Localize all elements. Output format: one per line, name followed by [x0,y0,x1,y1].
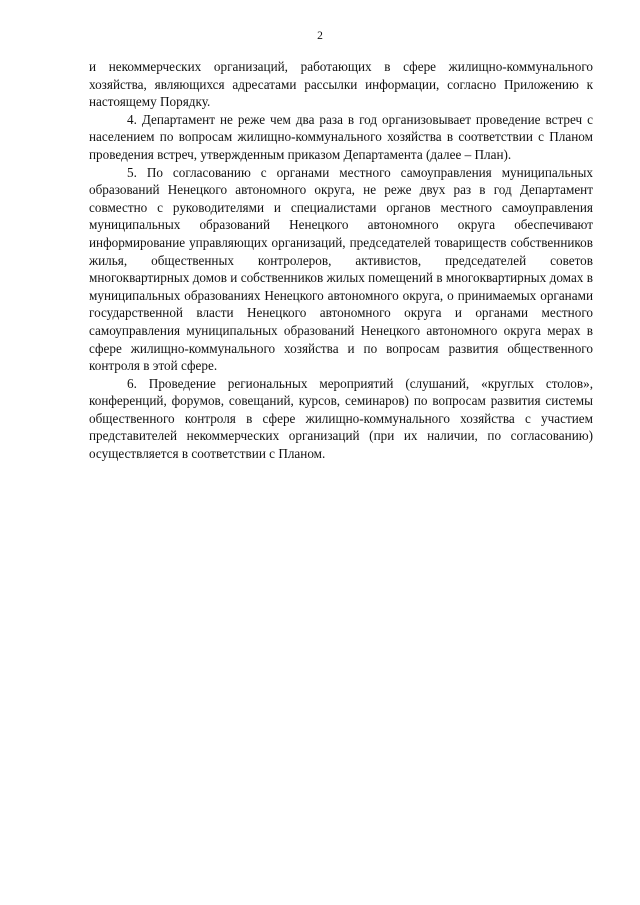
page-number: 2 [317,30,323,42]
paragraph-item-5: 5. По согласованию с органами местного самоуправления муниципальных образований Ненецкого автономного округа, не реже двух раз в год Департамент совместно с руководителями и специалистами органов местного самоуправления муниципальных образований Ненецкого автономного округа обеспечивают информирование управляющих организаций, председателей товариществ собственников жилья, общественных контролеров, активистов, председателей советов многоквартирных домов и собственников жилых помещений в многоквартирных домах в муниципальных образованиях Ненецкого автономного округа, о принимаемых органами государственной власти Ненецкого автономного округа и органами местного самоуправления муниципальных образований Ненецкого автономного округа мерах в сфере жилищно-коммунального хозяйства и по вопросам развития общественного контроля в этой сфере. [89,164,593,374]
paragraph-item-4: 4. Департамент не реже чем два раза в год организовывает проведение встреч с населением по вопросам жилищно-коммунального хозяйства в соответствии с Планом проведения встреч, утвержденным приказом Департамента (далее – План). [89,111,593,162]
document-body [89,58,593,463]
paragraph-item-6: 6. Проведение региональных мероприятий (слушаний, «круглых столов», конференций, форумов, совещаний, курсов, семинаров) по вопросам развития системы общественного контроля в сфере жилищно-коммунального хозяйства с участием представителей некоммерческих организаций (при их наличии, по согласованию) осуществляется в соответствии с Планом. [89,375,593,462]
paragraph-continuation: и некоммерческих организаций, работающих в сфере жилищно-коммунального хозяйства, являющихся адресатами рассылки информации, согласно Приложению к настоящему Порядку. [89,59,593,110]
